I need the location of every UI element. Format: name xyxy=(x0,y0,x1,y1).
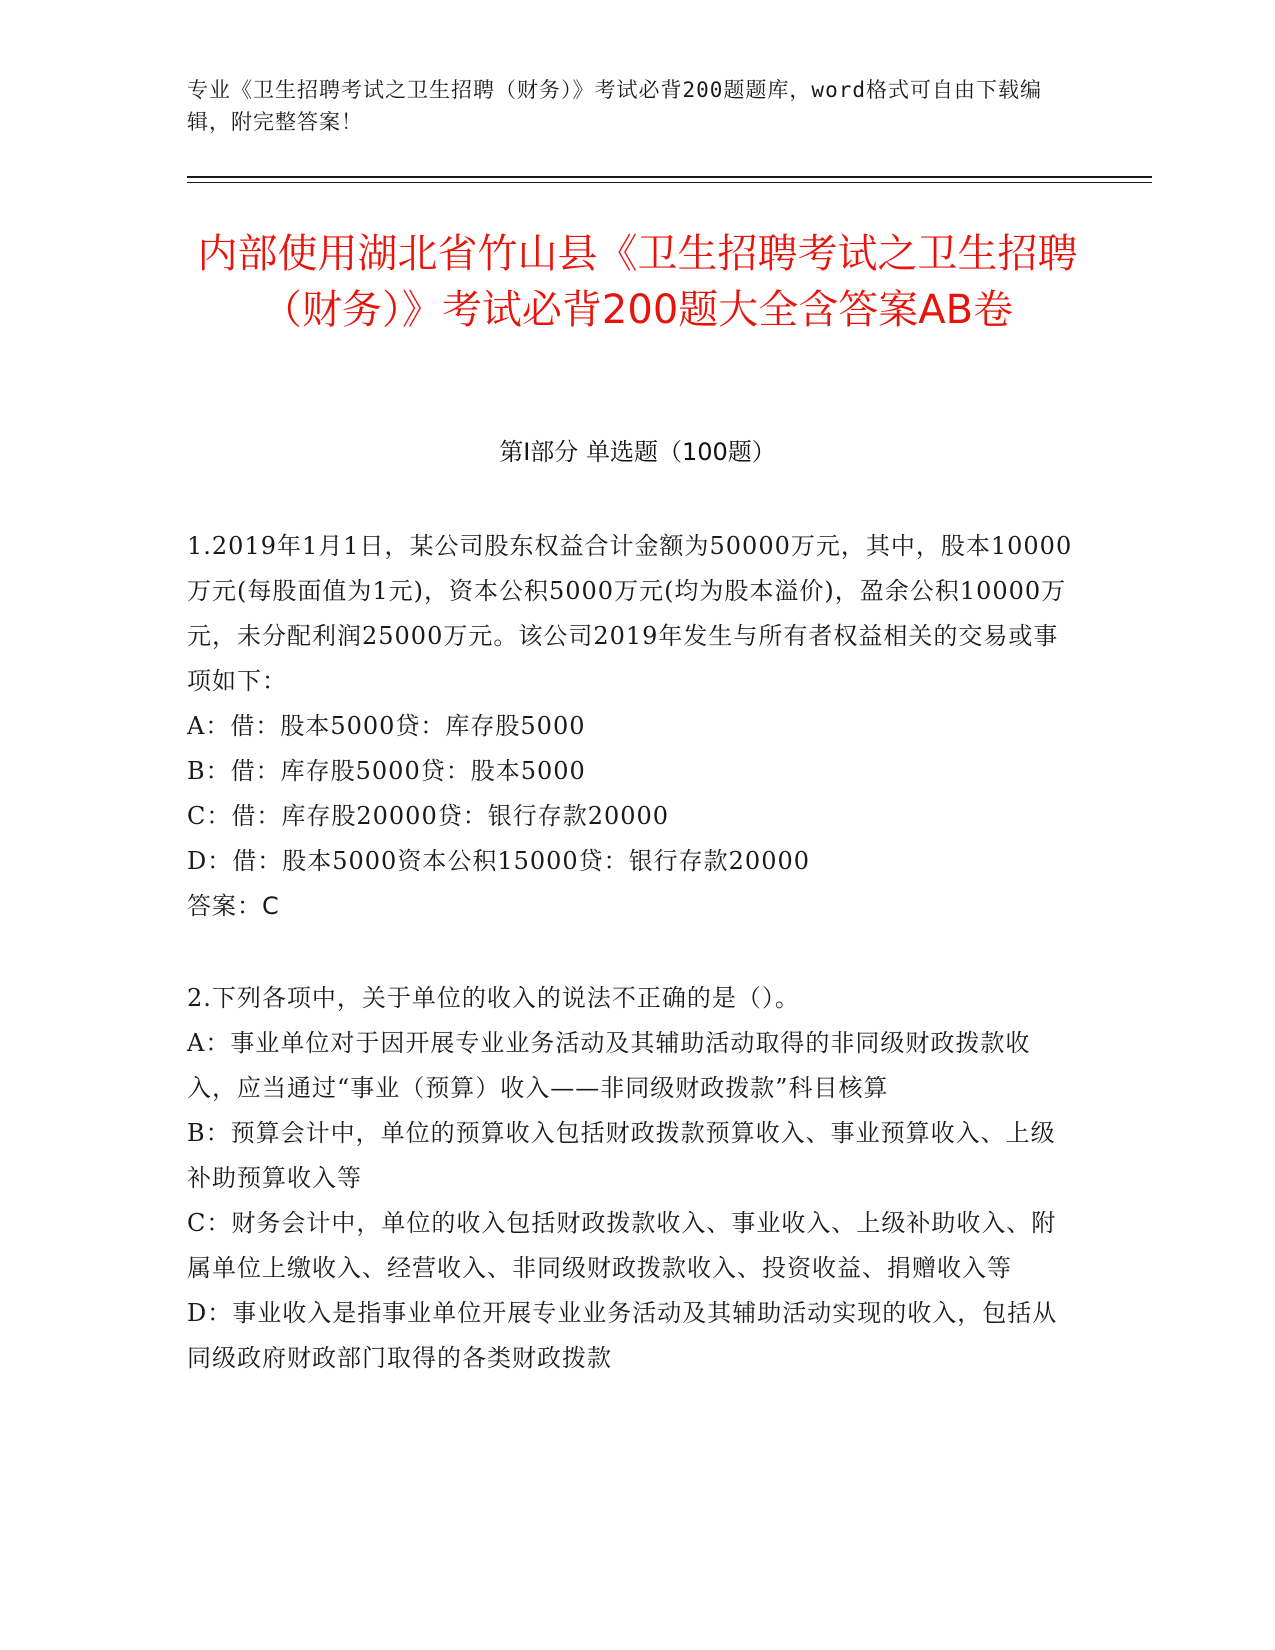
section-heading: 第Ⅰ部分 单选题（100题） xyxy=(499,438,776,466)
answer-line: 答案：C xyxy=(187,892,280,920)
option-b: B：借：库存股5000贷：股本5000 xyxy=(187,757,586,785)
document-title: 内部使用湖北省竹山县《卫生招聘考试之卫生招聘（财务）》考试必背200题大全含答案AB卷 xyxy=(197,231,1078,333)
header-note: 专业《卫生招聘考试之卫生招聘（财务）》考试必背200题题库，word格式可自由下载编辑，附完整答案！ xyxy=(187,78,1042,134)
option-a: A：借：股本5000贷：库存股5000 xyxy=(187,712,586,740)
option-d: D：借：股本5000资本公积15000贷：银行存款20000 xyxy=(187,847,811,875)
option-c: C：借：库存股20000贷：银行存款20000 xyxy=(187,802,670,830)
option-c: C：财务会计中，单位的收入包括财政拨款收入、事业收入、上级补助收入、附属单位上缴收入、经营收入、非同级财政拨款收入、投资收益、捐赠收入等 xyxy=(187,1209,1057,1282)
question-stem: 1.2019年1月1日，某公司股东权益合计金额为50000万元，其中，股本10000万元(每股面值为1元)，资本公积5000万元(均为股本溢价)，盈余公积10000万元，未分配利润25000万元。该公司2019年发生与所有者权益相关的交易或事项如下： xyxy=(187,532,1073,695)
option-b: B：预算会计中，单位的预算收入包括财政拨款预算收入、事业预算收入、上级补助预算收入等 xyxy=(187,1119,1056,1192)
question-stem: 2.下列各项中，关于单位的收入的说法不正确的是（）。 xyxy=(187,984,800,1012)
option-d: D：事业收入是指事业单位开展专业业务活动及其辅助活动实现的收入，包括从同级政府财政部门取得的各类财政拨款 xyxy=(187,1299,1058,1372)
question-2 xyxy=(187,976,1077,1381)
header-rule-thick xyxy=(187,176,1152,178)
option-a: A：事业单位对于因开展专业业务活动及其辅助活动取得的非同级财政拨款收入，应当通过“事业（预算）收入——非同级财政拨款”科目核算 xyxy=(187,1029,1031,1102)
header-rule-thin xyxy=(187,182,1152,183)
question-1 xyxy=(187,524,1077,929)
